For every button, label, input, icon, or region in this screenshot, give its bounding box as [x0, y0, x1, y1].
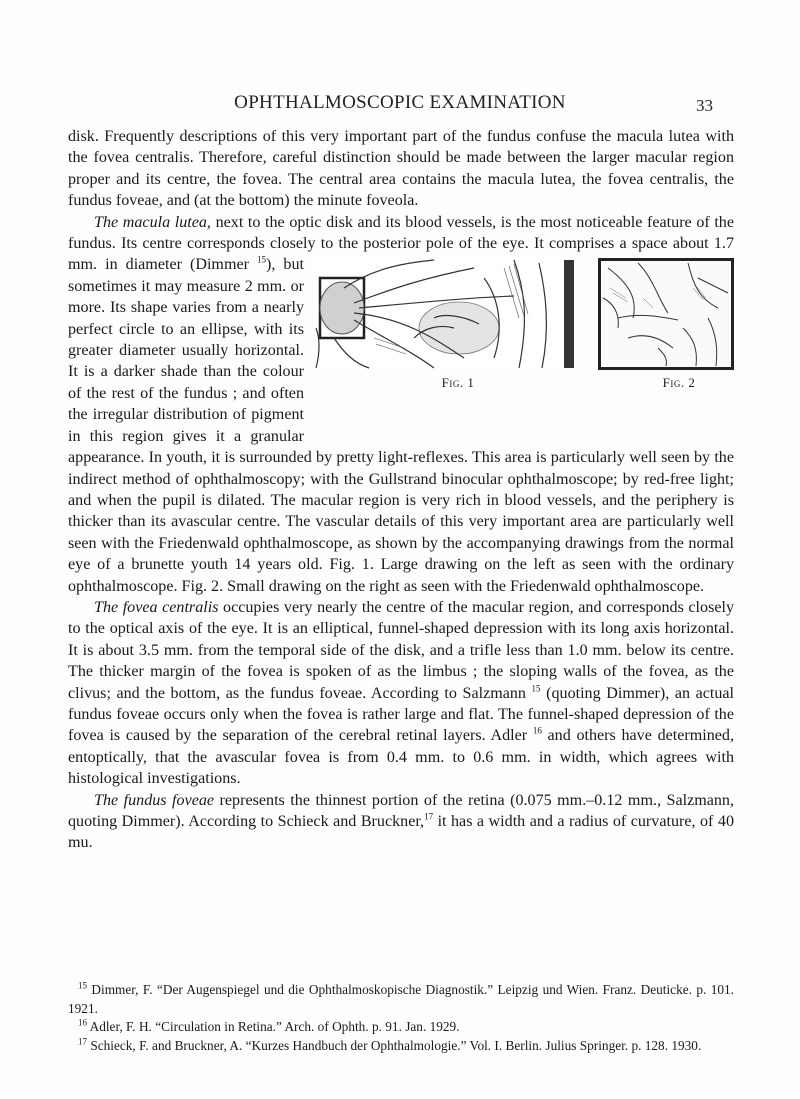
footnotes — [68, 981, 734, 1055]
paragraph-1: disk. Frequently descriptions of this very important part of the fundus confuse the macula lutea with the fovea centralis. Therefore, careful distinction should be made between the larger macular region proper and its centre, the fovea. The central area contains the macula lutea, the fovea centralis, the fundus foveae, and (at the bottom) the minute foveola. — [68, 128, 734, 210]
paragraph-macula-lutea — [68, 212, 734, 597]
figure-group — [314, 258, 734, 430]
footnote-text: Adler, F. H. “Circulation in Retina.” Arch. of Ophth. p. 91. Jan. 1929. — [87, 1019, 460, 1034]
footnote-ref: 17 — [424, 811, 434, 822]
figure-2-caption: Fig. 2 — [662, 375, 696, 391]
footnote-ref: 16 — [532, 726, 542, 737]
running-head: OPHTHALMOSCOPIC EXAMINATION — [234, 92, 566, 113]
term-fundus-foveae: The fundus foveae — [94, 791, 215, 809]
footnote-17 — [68, 1037, 734, 1056]
term-fovea-centralis: The fovea centralis — [94, 598, 219, 616]
footnote-text: Schieck, F. and Bruckner, A. “Kurzes Handbuch der Ophthalmologie.” Vol. I. Berlin. Julius Springer. p. 128. 1930. — [87, 1037, 702, 1053]
paragraph-fundus-foveae — [68, 790, 734, 854]
figure-1-caption: Fig. 1 — [441, 375, 475, 391]
p4-text-a: represents the thinnest portion of the retina (0.075 mm.–0.12 mm., Salzmann, quoting Dimmer). According to Schieck and Bruckner, — [68, 791, 734, 830]
footnote-text: Dimmer, F. “Der Augenspiegel und die Ophthalmoskopische Diagnostik.” Leipzig und Wien. Franz. Deuticke. p. 101. 1921. — [68, 982, 734, 1016]
page-number: 33 — [696, 96, 713, 115]
paragraph-fovea-centralis — [68, 597, 734, 790]
fundus-drawing-ordinary-icon — [314, 258, 576, 370]
figure-1 — [314, 258, 576, 391]
body-text — [68, 126, 734, 854]
footnote-number: 17 — [78, 1036, 87, 1047]
footnote-number: 16 — [78, 1017, 87, 1028]
fundus-drawing-friedenwald-icon — [598, 258, 734, 370]
p3-text-a: occupies very nearly the centre of the macular region, and corresponds closely to the optical axis of the eye. It is an elliptical, funnel-shaped depression with its long axis horizontal. It is about 3.5 mm. from the temporal side of the disk, and a trifle less than 1.0 mm. below its centre. The thicker margin of the fovea is spoken of as the limbus ; the sloping walls of the fovea, as the clivus; and the bottom, as the fundus foveae. According to Salzmann — [68, 598, 734, 702]
footnote-ref: 15 — [531, 683, 541, 694]
p3-text-b: (quoting Dimmer), an actual fundus foveae occurs only when the fovea is rather large and flat. The funnel-shaped depression of the fovea is caused by the separation of the cerebral retinal layers. Adler — [68, 684, 734, 745]
footnote-15 — [68, 981, 734, 1018]
footnote-16 — [68, 1018, 734, 1037]
p3-text-c: and others have determined, entoptically, that the avascular fovea is from 0.4 mm. to 0.6 mm. in width, which agrees with histological investigations. — [68, 727, 734, 788]
term-macula-lutea: The macula lutea, — [94, 213, 211, 231]
footnote-ref: 15 — [257, 255, 266, 266]
footnote-number: 15 — [78, 980, 87, 991]
p2-text-b: ), but sometimes it may measure 2 mm. or more. Its shape varies from a nearly perfect circle to an ellipse, with its greater diameter usually horizontal. It is a darker shade than the colour of the rest of the fundus ; and often the irregular distribution of pigment in this region gives it a granular appearance. In youth, it is surrounded by pretty light-reflexes. This area is particularly well seen by the indirect method of ophthalmoscopy; with the Gullstrand binocular ophthalmoscope; by red-free light; and when the pupil is dilated. The macular region is very rich in blood vessels, and the periphery is thicker than its avascular centre. The vascular details of this very important area are particularly well seen with the Friedenwald ophthalmoscope, as shown by the accompanying drawings from the normal eye of a brunette youth 14 years old. Fig. 1. Large drawing on the left as seen with the ordinary ophthalmoscope. Fig. 2. Small drawing on the right as seen with the Friedenwald ophthalmoscope. — [68, 256, 734, 595]
figure-2 — [598, 258, 734, 391]
p2-text-a: next to the optic disk and its blood vessels, is the most noticeable feature of the fundus. Its centre corresponds closely to the posterior pole of the eye. It comprises a space about 1.7 mm. in diameter (Dimmer — [68, 213, 735, 274]
p4-text-b: it has a width and a radius of curvature, of 40 mu. — [68, 813, 734, 852]
